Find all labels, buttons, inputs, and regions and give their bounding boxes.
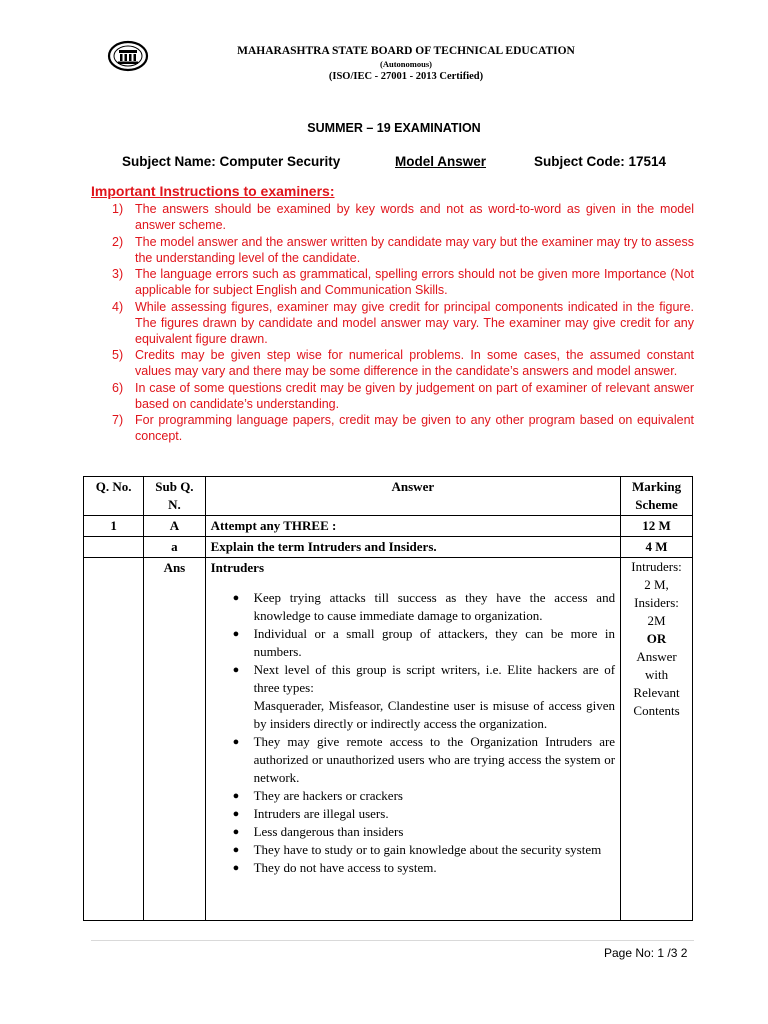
bullet-icon: ● bbox=[232, 664, 240, 676]
bullet-text: They are hackers or crackers bbox=[253, 788, 403, 803]
instruction-item bbox=[112, 299, 694, 347]
bullet-text: Less dangerous than insiders bbox=[253, 824, 404, 839]
header-answer: Answer bbox=[205, 477, 621, 516]
table-row bbox=[84, 537, 693, 558]
bullet-icon: ● bbox=[232, 736, 240, 748]
instruction-text: The language errors such as grammatical, spelling errors should not be given more Importance (Not applicable for subject English and Communication Skills. bbox=[135, 267, 694, 297]
instruction-number: 5) bbox=[112, 348, 124, 362]
answer-bullet-list bbox=[211, 589, 616, 877]
table-header-row bbox=[84, 477, 693, 516]
answer-body-cell bbox=[205, 558, 621, 921]
list-item bbox=[211, 661, 616, 733]
list-item bbox=[211, 625, 616, 661]
instructions-list bbox=[112, 201, 694, 445]
marking-line: Contents bbox=[633, 703, 680, 718]
bullet-text: Keep trying attacks till success as they have the access and knowledge to cause immediate damage to organization. bbox=[253, 590, 616, 623]
list-item bbox=[211, 823, 616, 841]
instruction-item bbox=[112, 234, 694, 266]
marking-or: OR bbox=[646, 631, 667, 646]
bullet-icon: ● bbox=[232, 862, 240, 874]
subject-name: Subject Name: Computer Security bbox=[122, 154, 341, 169]
marking-line: 2M bbox=[647, 613, 666, 628]
marking-line: Relevant bbox=[633, 685, 680, 700]
board-name: MAHARASHTRA STATE BOARD OF TECHNICAL EDUCATION bbox=[237, 45, 575, 57]
marking-line: Answer bbox=[636, 649, 677, 664]
subject-code: Subject Code: 17514 bbox=[534, 154, 667, 169]
bullet-text: Next level of this group is script writers, i.e. Elite hackers are of three types: bbox=[253, 662, 616, 695]
header-q-no: Q. No. bbox=[84, 477, 144, 516]
autonomous-label: (Autonomous) bbox=[380, 59, 432, 69]
instruction-number: 1) bbox=[112, 202, 124, 216]
q-no-cell bbox=[84, 537, 144, 558]
instruction-item bbox=[112, 201, 694, 233]
marks-cell: 4 M bbox=[621, 537, 693, 558]
instruction-item bbox=[112, 266, 694, 298]
list-item bbox=[211, 733, 616, 787]
instruction-number: 6) bbox=[112, 380, 124, 395]
list-item bbox=[211, 787, 616, 805]
marking-scheme-cell bbox=[621, 558, 693, 921]
table-row bbox=[84, 558, 693, 921]
header-sub-qn: Sub Q. N. bbox=[144, 477, 205, 516]
sub-qn-cell: a bbox=[144, 537, 205, 558]
instruction-number: 7) bbox=[112, 413, 124, 427]
instruction-text: Credits may be given step wise for numerical problems. In some cases, the assumed constant values may vary and there may be some difference in the candidate’s answers and model answer. bbox=[135, 348, 694, 378]
table-row bbox=[84, 516, 693, 537]
list-item bbox=[211, 859, 616, 877]
bullet-icon: ● bbox=[232, 628, 240, 640]
marking-line: Intruders: bbox=[631, 559, 682, 574]
bullet-icon: ● bbox=[232, 826, 240, 838]
exam-title: SUMMER – 19 EXAMINATION bbox=[307, 121, 481, 135]
instruction-text: The answers should be examined by key words and not as word-to-word as given in the model answer scheme. bbox=[135, 202, 694, 232]
sub-qn-cell: Ans bbox=[144, 558, 205, 921]
bullet-icon: ● bbox=[232, 808, 240, 820]
bullet-text: They have to study or to gain knowledge about the security system bbox=[253, 842, 602, 857]
instruction-item bbox=[112, 347, 694, 379]
bullet-text: They may give remote access to the Organization Intruders are authorized or unauthorized users who are trying access the system or network. bbox=[253, 734, 616, 785]
bullet-text: They do not have access to system. bbox=[253, 860, 437, 875]
marking-line: Insiders: bbox=[634, 595, 679, 610]
instruction-text: For programming language papers, credit may be given to any other program based on equivalent concept. bbox=[135, 413, 694, 443]
list-item bbox=[211, 589, 616, 625]
answer-table bbox=[83, 476, 693, 921]
answer-heading: Intruders bbox=[210, 560, 265, 575]
page-number: Page No: 1 /3 2 bbox=[604, 946, 688, 960]
q-no-cell bbox=[84, 558, 144, 921]
instruction-text: The model answer and the answer written by candidate may vary but the examiner may try to assess the understanding level of the candidate. bbox=[135, 234, 694, 265]
marking-line: 2 M, bbox=[644, 577, 669, 592]
certification-label: (ISO/IEC - 27001 - 2013 Certified) bbox=[328, 71, 484, 82]
bullet-text: Intruders are illegal users. bbox=[253, 806, 389, 821]
model-answer-label: Model Answer bbox=[395, 154, 487, 169]
instruction-number: 3) bbox=[112, 267, 124, 281]
bullet-text-continuation: Masquerader, Misfeasor, Clandestine user is misuse of access given by insiders directly or indirectly access the organization. bbox=[253, 698, 616, 731]
bullet-text: Individual or a small group of attackers, they can be more in numbers. bbox=[253, 626, 616, 659]
instruction-text: While assessing figures, examiner may give credit for principal components indicated in the figure. The figures drawn by candidate and model answer may vary. The examiner may give credit for any equivalent figure drawn. bbox=[135, 299, 694, 346]
list-item bbox=[211, 841, 616, 859]
bullet-icon: ● bbox=[232, 844, 240, 856]
instruction-number: 4) bbox=[112, 299, 124, 314]
answer-cell: Attempt any THREE : bbox=[205, 516, 621, 537]
question-cell: Explain the term Intruders and Insiders. bbox=[205, 537, 621, 558]
marking-line: with bbox=[644, 667, 669, 682]
instruction-number: 2) bbox=[112, 234, 124, 249]
bullet-icon: ● bbox=[232, 592, 240, 604]
instruction-text: In case of some questions credit may be given by judgement on part of examiner of relevant answer based on candidate’s understanding. bbox=[135, 380, 694, 411]
bullet-icon: ● bbox=[232, 790, 240, 802]
q-no-cell: 1 bbox=[84, 516, 144, 537]
header-marking: Marking Scheme bbox=[621, 477, 693, 516]
instruction-item bbox=[112, 412, 694, 444]
list-item bbox=[211, 805, 616, 823]
instruction-item bbox=[112, 380, 694, 412]
sub-qn-cell: A bbox=[144, 516, 205, 537]
marks-cell: 12 M bbox=[621, 516, 693, 537]
footer-divider bbox=[91, 940, 694, 941]
instructions-title: Important Instructions to examiners: bbox=[91, 183, 335, 199]
